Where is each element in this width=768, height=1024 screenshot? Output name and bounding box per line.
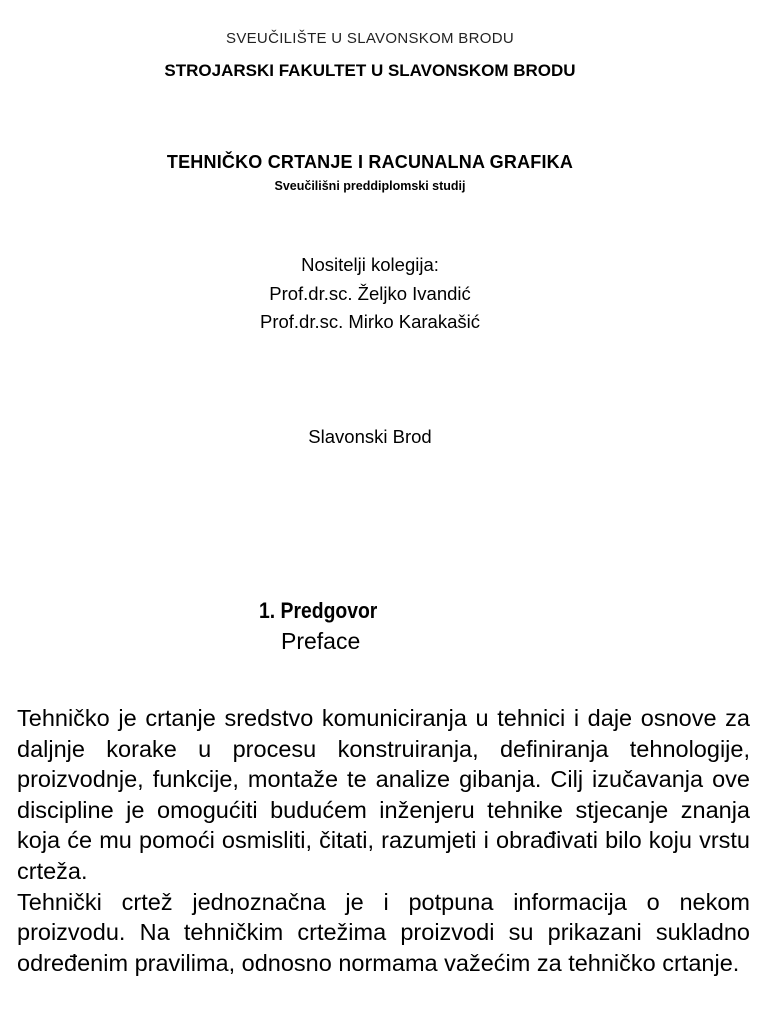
course-holder-name: Prof.dr.sc. Željko Ivandić [269,283,471,304]
faculty-name: STROJARSKI FAKULTET U SLAVONSKOM BRODU [164,61,576,80]
chapter-title: 1. Predgovor [259,598,378,623]
paragraph: Tehničko je crtanje sredstvo komuniciranja u tehnici i daje osnove za daljnje korake u procesu konstruiranja, definiranja tehnologije, proizvodnje, funkcije, montaže te analize gibanja. Cilj izučavanja ove discipline je omogućiti budućem inženjeru tehnike stjecanje znanja koja će mu pomoći osmisliti, čitati, razumjeti i obrađivati bilo koju vrstu crteža. [17,705,750,884]
course-subtitle: Sveučilišni preddiplomski studij [274,179,466,193]
course-holders-label: Nositelji kolegija: [301,254,439,275]
chapter-subtitle: Preface [281,628,361,654]
location: Slavonski Brod [308,426,432,447]
course-holder-name: Prof.dr.sc. Mirko Karakašić [259,311,480,332]
university-name: SVEUČILIŠTE U SLAVONSKOM BRODU [226,30,514,47]
body-text [17,703,750,978]
paragraph: Tehnički crtež jednoznačna je i potpuna informacija o nekom proizvodu. Na tehničkim crtežima proizvodi su prikazani sukladno određenim pravilima, odnosno normama važećim za tehničko crtanje. [17,888,750,976]
course-title: TEHNIČKO CRTANJE I RACUNALNA GRAFIKA [166,152,574,172]
